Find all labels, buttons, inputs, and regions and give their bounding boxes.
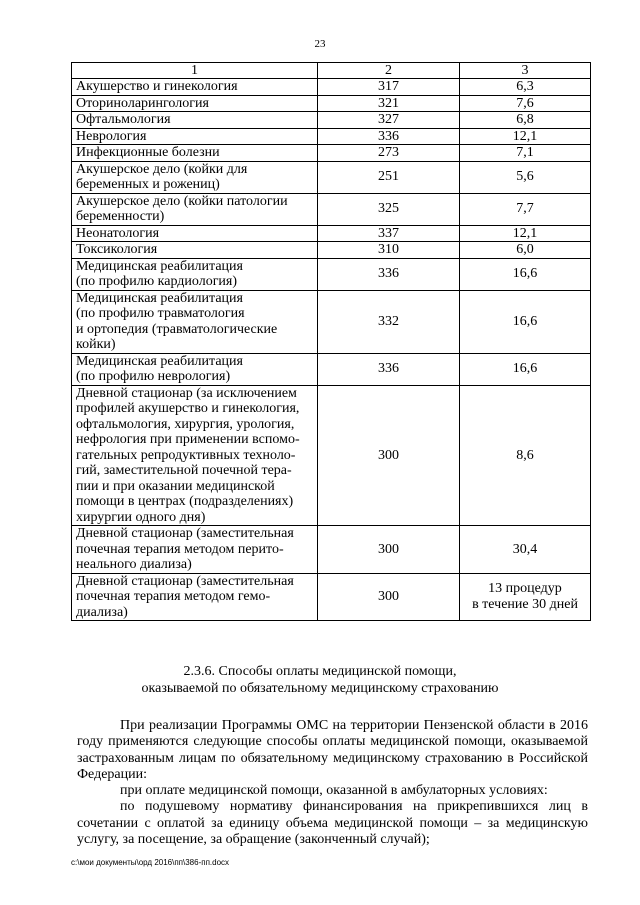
beds-cell: 327 xyxy=(318,112,460,129)
value-cell: 6,3 xyxy=(460,79,591,96)
value-cell: 6,8 xyxy=(460,112,591,129)
beds-cell: 251 xyxy=(318,161,460,193)
beds-cell: 336 xyxy=(318,128,460,145)
paragraph: при оплате медицинской помощи, оказанной в амбулаторных условиях: xyxy=(120,783,548,799)
value-cell: 12,1 xyxy=(460,225,591,242)
table-row xyxy=(72,145,591,162)
value-cell: 6,0 xyxy=(460,242,591,259)
page-number: 23 xyxy=(314,38,326,50)
profile-name-cell: Медицинская реабилитация (по профилю травматология и ортопедия (травматологические койки) xyxy=(72,290,318,353)
section-title-line1: 2.3.6. Способы оплаты медицинской помощи, xyxy=(183,664,457,679)
table-row xyxy=(72,193,591,225)
profile-name-cell: Медицинская реабилитация (по профилю неврология) xyxy=(72,353,318,385)
table-row xyxy=(72,112,591,129)
value-cell: 7,6 xyxy=(460,95,591,112)
profile-name-cell: Акушерское дело (койки для беременных и рожениц) xyxy=(72,161,318,193)
paragraph: При реализации Программы ОМС на территории Пензенской области в 2016 году применяются следующие способы оплаты медицинской помощи, оказываемой застрахованным лицам по обязательному медицинскому страхованию в Российской Федерации: xyxy=(77,718,588,782)
profile-name-cell: Акушерство и гинекология xyxy=(72,79,318,96)
header-col-3: 3 xyxy=(460,63,591,79)
table-row xyxy=(72,573,591,621)
profile-name-cell: Дневной стационар (заместительная почечная терапия методом гемо- диализа) xyxy=(72,573,318,621)
beds-cell: 300 xyxy=(318,526,460,574)
profile-name-cell: Акушерское дело (койки патологии беременности) xyxy=(72,193,318,225)
value-cell: 7,1 xyxy=(460,145,591,162)
beds-cell: 310 xyxy=(318,242,460,259)
beds-cell: 336 xyxy=(318,258,460,290)
table-row xyxy=(72,161,591,193)
profile-name-cell: Неонатология xyxy=(72,225,318,242)
value-cell: 16,6 xyxy=(460,290,591,353)
value-cell: 13 процедур в течение 30 дней xyxy=(460,573,591,621)
beds-cell: 300 xyxy=(318,573,460,621)
beds-cell: 321 xyxy=(318,95,460,112)
profile-name-cell: Дневной стационар (за исключением профилей акушерство и гинекология, офтальмология, хирургия, урология, нефрология при применении вспомо- гательных репродуктивных техноло- гий, заместительной почечной тера- пии и при оказании медицинской помощи в центрах (подразделениях) хирургии одного дня) xyxy=(72,385,318,526)
beds-cell: 300 xyxy=(318,385,460,526)
header-col-1: 1 xyxy=(72,63,318,79)
value-cell: 30,4 xyxy=(460,526,591,574)
beds-cell: 332 xyxy=(318,290,460,353)
table-row xyxy=(72,95,591,112)
profile-name-cell: Токсикология xyxy=(72,242,318,259)
profile-name-cell: Дневной стационар (заместительная почечная терапия методом перито- неального диализа) xyxy=(72,526,318,574)
table-row xyxy=(72,290,591,353)
table-row xyxy=(72,225,591,242)
table-row xyxy=(72,128,591,145)
table-row xyxy=(72,385,591,526)
table-row xyxy=(72,526,591,574)
table-row xyxy=(72,79,591,96)
value-cell: 7,7 xyxy=(460,193,591,225)
beds-cell: 273 xyxy=(318,145,460,162)
beds-cell: 325 xyxy=(318,193,460,225)
file-path-footer: c:\мои документы\орд 2016\пп\386-пп.docx xyxy=(71,858,230,867)
profile-name-cell: Инфекционные болезни xyxy=(72,145,318,162)
beds-cell: 337 xyxy=(318,225,460,242)
value-cell: 16,6 xyxy=(460,258,591,290)
header-col-2: 2 xyxy=(318,63,460,79)
value-cell: 5,6 xyxy=(460,161,591,193)
value-cell: 16,6 xyxy=(460,353,591,385)
beds-cell: 336 xyxy=(318,353,460,385)
table-row xyxy=(72,242,591,259)
value-cell: 8,6 xyxy=(460,385,591,526)
table-header-row xyxy=(72,63,591,79)
paragraph: по подушевому нормативу финансирования на прикрепившихся лиц в сочетании с оплатой за единицу объема медицинской помощи – за медицинскую услугу, за посещение, за обращение (законченный случай); xyxy=(77,799,588,848)
body-text xyxy=(77,718,588,848)
beds-cell: 317 xyxy=(318,79,460,96)
section-heading xyxy=(0,663,640,697)
profile-name-cell: Оториноларингология xyxy=(72,95,318,112)
profile-name-cell: Неврология xyxy=(72,128,318,145)
value-cell: 12,1 xyxy=(460,128,591,145)
profile-name-cell: Офтальмология xyxy=(72,112,318,129)
table-row xyxy=(72,353,591,385)
rates-table xyxy=(71,62,591,621)
section-title-line2: оказываемой по обязательному медицинскому страхованию xyxy=(141,681,499,696)
profile-name-cell: Медицинская реабилитация (по профилю кардиология) xyxy=(72,258,318,290)
table-row xyxy=(72,258,591,290)
